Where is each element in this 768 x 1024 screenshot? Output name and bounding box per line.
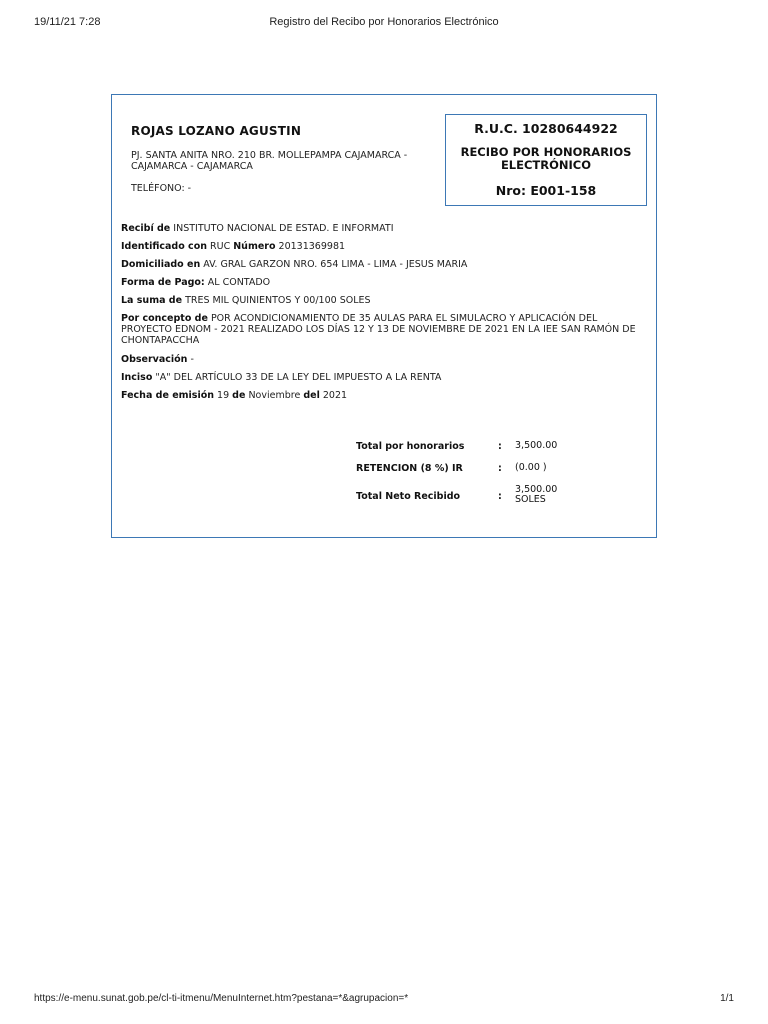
print-title: Registro del Recibo por Honorarios Electrónico	[269, 16, 499, 28]
received-from-label: Recibí de	[121, 223, 171, 234]
field-emission-date	[121, 390, 646, 401]
net-value-block	[515, 485, 557, 505]
print-url: https://e-menu.sunat.gob.pe/cl-ti-itmenu/MenuInternet.htm?pestana=*&agrupacion=*	[34, 993, 409, 1004]
issuer-phone: TELÉFONO: -	[131, 183, 192, 194]
document-number: Nro: E001-158	[495, 183, 597, 198]
print-datetime: 19/11/21 7:28	[34, 16, 101, 28]
field-inciso	[121, 372, 646, 383]
retention-label: RETENCION (8 %) IR	[356, 463, 463, 474]
totals-row-fees	[356, 441, 616, 465]
number-label: Número	[233, 241, 276, 252]
sum-value: TRES MIL QUINIENTOS Y 00/100 SOLES	[185, 295, 371, 306]
page-number: 1/1	[720, 993, 734, 1004]
fees-label: Total por honorarios	[356, 441, 465, 452]
del-label: del	[303, 390, 320, 401]
observation-label: Observación	[121, 354, 188, 365]
issuer-name: ROJAS LOZANO AGUSTIN	[131, 124, 302, 138]
field-payment	[121, 277, 646, 288]
observation-value: -	[190, 354, 194, 365]
emission-month: Noviembre	[248, 390, 301, 401]
concept-value: POR ACONDICIONAMIENTO DE 35 AULAS PARA EL SIMULACRO Y APLICACIÓN DEL PROYECTO EDNOM - 2021 REALIZADO LOS DÍAS 12 Y 13 DE NOVIEMBRE DE 2021 EN LA IEE SAN RAMÓN DE CHONTAPACCHA	[121, 313, 636, 346]
print-header	[0, 16, 768, 32]
id-number: 20131369981	[278, 241, 346, 252]
field-concept	[121, 313, 646, 346]
de-label: de	[232, 390, 246, 401]
issuer-address: PJ. SANTA ANITA NRO. 210 BR. MOLLEPAMPA CAJAMARCA - CAJAMARCA - CAJAMARCA	[131, 150, 408, 172]
net-value: 3,500.00	[515, 484, 558, 495]
field-domicile	[121, 259, 646, 270]
domicile-value: AV. GRAL GARZON NRO. 654 LIMA - LIMA - JESUS MARIA	[203, 259, 468, 270]
document-type: RECIBO POR HONORARIOS ELECTRÓNICO	[460, 145, 632, 172]
payment-label: Forma de Pago:	[121, 277, 205, 288]
concept-label: Por concepto de	[121, 313, 208, 324]
fees-value: 3,500.00	[515, 440, 558, 451]
field-identified	[121, 241, 646, 252]
retention-colon: :	[498, 463, 502, 474]
print-footer	[0, 993, 768, 1009]
net-currency: SOLES	[515, 494, 546, 505]
sum-label: La suma de	[121, 295, 183, 306]
fees-colon: :	[498, 441, 502, 452]
received-from-value: INSTITUTO NACIONAL DE ESTAD. E INFORMATI	[173, 223, 394, 234]
field-received-from	[121, 223, 646, 234]
field-sum	[121, 295, 646, 306]
inciso-label: Inciso	[121, 372, 153, 383]
emission-year: 2021	[322, 390, 348, 401]
retention-value: (0.00 )	[515, 462, 547, 473]
emission-label: Fecha de emisión	[121, 390, 215, 401]
totals-row-net	[356, 484, 616, 515]
id-type: RUC	[210, 241, 231, 252]
net-colon: :	[498, 491, 502, 502]
ruc-number: R.U.C. 10280644922	[474, 121, 618, 136]
receipt-card	[111, 94, 657, 538]
inciso-value: "A" DEL ARTÍCULO 33 DE LA LEY DEL IMPUESTO A LA RENTA	[155, 372, 442, 383]
payment-value: AL CONTADO	[207, 277, 271, 288]
net-label: Total Neto Recibido	[356, 491, 461, 502]
identified-label: Identificado con	[121, 241, 207, 252]
emission-day: 19	[217, 390, 230, 401]
field-observation	[121, 354, 646, 365]
ruc-box	[445, 114, 647, 206]
domicile-label: Domiciliado en	[121, 259, 201, 270]
totals-row-retention	[356, 463, 616, 487]
